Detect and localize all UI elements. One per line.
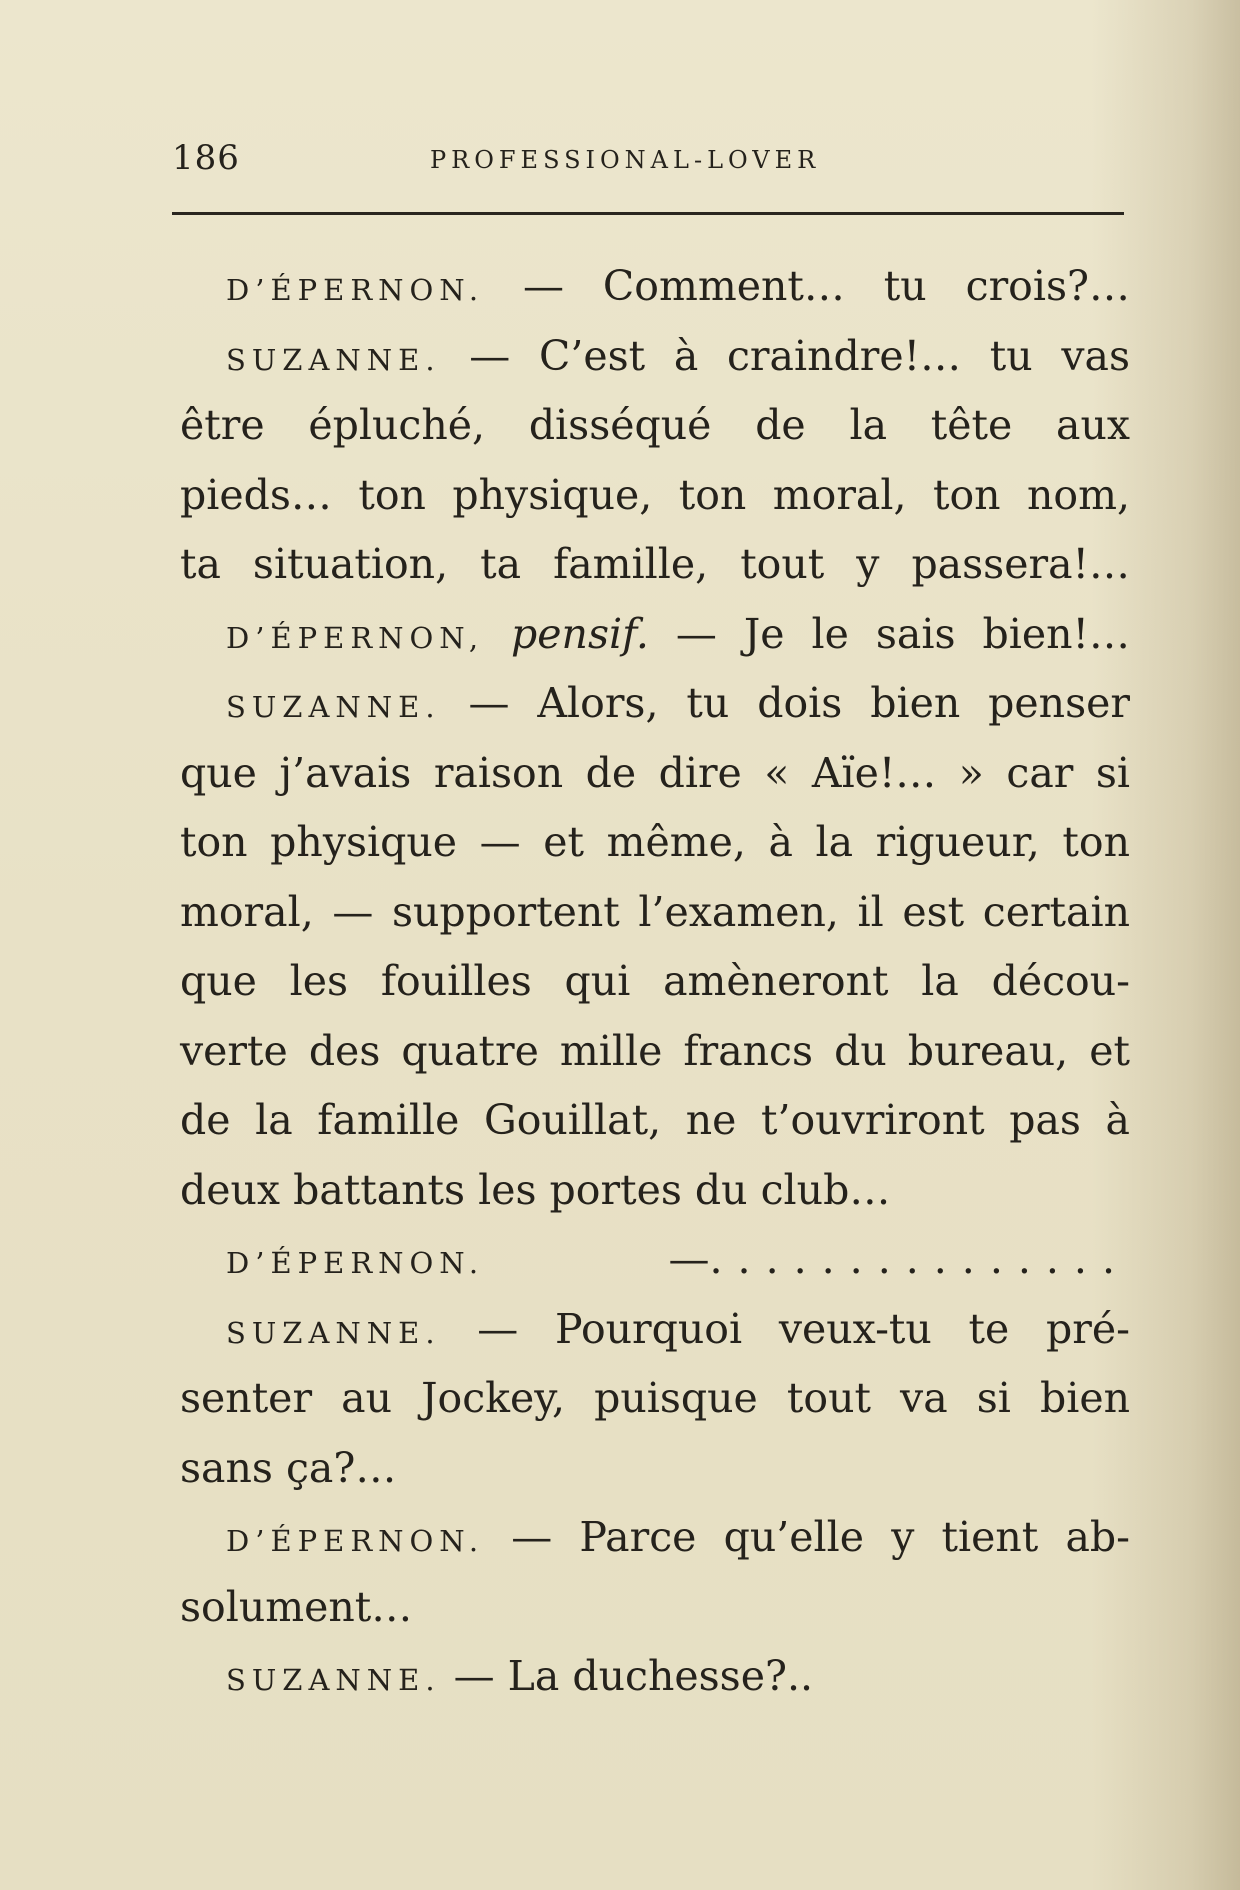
line-text: — Comment… tu crois?… <box>522 262 1130 310</box>
text-line <box>180 600 1130 670</box>
line-text: — Alors, tu dois bien penser <box>468 679 1130 727</box>
line-text: — Je le sais bien!… <box>675 609 1130 658</box>
text-line <box>180 252 1130 322</box>
text-line: que les fouilles qui amèneront la décou- <box>180 957 1130 1005</box>
line-text: — <box>668 1235 710 1283</box>
text-line: deux battants les portes du club… <box>180 1165 891 1214</box>
text-line: ta situation, ta famille, tout y passera!… <box>180 540 1130 588</box>
speaker-name: SUZANNE. <box>226 342 441 377</box>
dialogue-text <box>180 252 1130 1712</box>
line-text: — La duchesse?.. <box>453 1652 814 1700</box>
header-rule <box>172 212 1124 215</box>
speaker-name: D’ÉPERNON, <box>226 620 485 655</box>
running-title: PROFESSIONAL-LOVER <box>430 146 821 174</box>
speaker-name: SUZANNE. <box>226 1315 441 1350</box>
text-line: être épluché, disséqué de la tête aux <box>180 401 1130 449</box>
speaker-name: D’ÉPERNON. <box>226 273 485 307</box>
text-line <box>180 1642 1130 1712</box>
speaker-name: D’ÉPERNON. <box>226 1524 485 1558</box>
text-line <box>180 322 1130 392</box>
text-line: ton physique — et même, à la rigueur, ton <box>180 818 1130 866</box>
text-line <box>180 1295 1130 1365</box>
text-line <box>180 1503 1130 1573</box>
text-line <box>180 1225 1130 1295</box>
ellipsis-dots: ............... <box>709 1235 1130 1283</box>
speaker-name: SUZANNE. <box>226 690 441 724</box>
text-line: verte des quatre mille francs du bureau, et <box>180 1026 1130 1075</box>
text-line: senter au Jockey, puisque tout va si bien <box>180 1374 1130 1422</box>
text-line: pieds… ton physique, ton moral, ton nom, <box>180 470 1130 519</box>
stage-direction: pensif. <box>511 609 649 658</box>
text-line <box>180 669 1130 739</box>
speaker-name: D’ÉPERNON. <box>226 1246 485 1280</box>
text-line: que j’avais raison de dire « Aïe!… » car si <box>180 748 1130 797</box>
line-text: — Pourquoi veux-tu te pré- <box>477 1304 1130 1353</box>
speaker-name: SUZANNE. <box>226 1663 441 1697</box>
text-line: de la famille Gouillat, ne t’ouvriront pas à <box>180 1096 1130 1144</box>
line-text: — Parce qu’elle y tient ab- <box>511 1513 1130 1561</box>
line-text: — C’est à craindre!… tu vas <box>469 331 1130 380</box>
text-line: solument… <box>180 1582 413 1631</box>
text-line: sans ça?… <box>180 1443 397 1492</box>
text-line: moral, — supportent l’examen, il est certain <box>180 887 1130 936</box>
page-number: 186 <box>172 138 240 178</box>
page-header <box>172 138 1124 178</box>
